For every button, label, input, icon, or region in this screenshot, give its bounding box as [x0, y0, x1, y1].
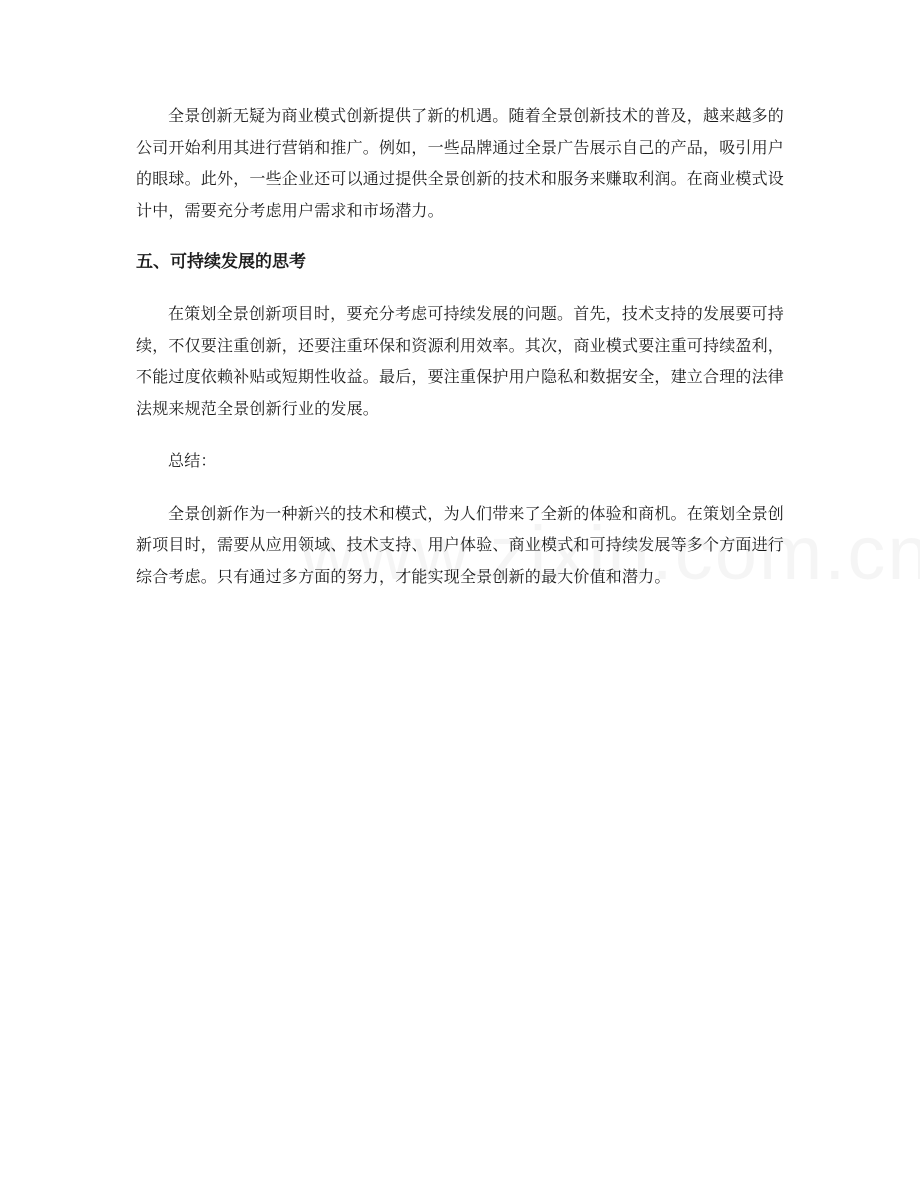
paragraph-summary: 全景创新作为一种新兴的技术和模式，为人们带来了全新的体验和商机。在策划全景创新项目时，需要从应用领域、技术支持、用户体验、商业模式和可持续发展等多个方面进行综合考虑。只有通过多方面的努力，才能实现全景创新的最大价值和潜力。 [136, 503, 785, 586]
document-body [136, 100, 784, 613]
paragraph-sustainability: 在策划全景创新项目时，要充分考虑可持续发展的问题。首先，技术支持的发展要可持续，不仅要注重创新，还要注重环保和资源利用效率。其次，商业模式要注重可持续盈利，不能过度依赖补贴或短期性收益。最后，要注重保护用户隐私和数据安全，建立合理的法律法规来规范全景创新行业的发展。 [136, 304, 785, 418]
paragraph-business-model: 全景创新无疑为商业模式创新提供了新的机遇。随着全景创新技术的普及，越来越多的公司开始利用其进行营销和推广。例如，一些品牌通过全景广告展示自己的产品，吸引用户的眼球。此外，一些企业还可以通过提供全景创新的技术和服务来赚取利润。在商业模式设计中，需要充分考虑用户需求和市场潜力。 [136, 106, 785, 220]
summary-label: 总结： [168, 451, 217, 470]
section-heading-sustainability: 五、可持续发展的思考 [136, 252, 306, 272]
